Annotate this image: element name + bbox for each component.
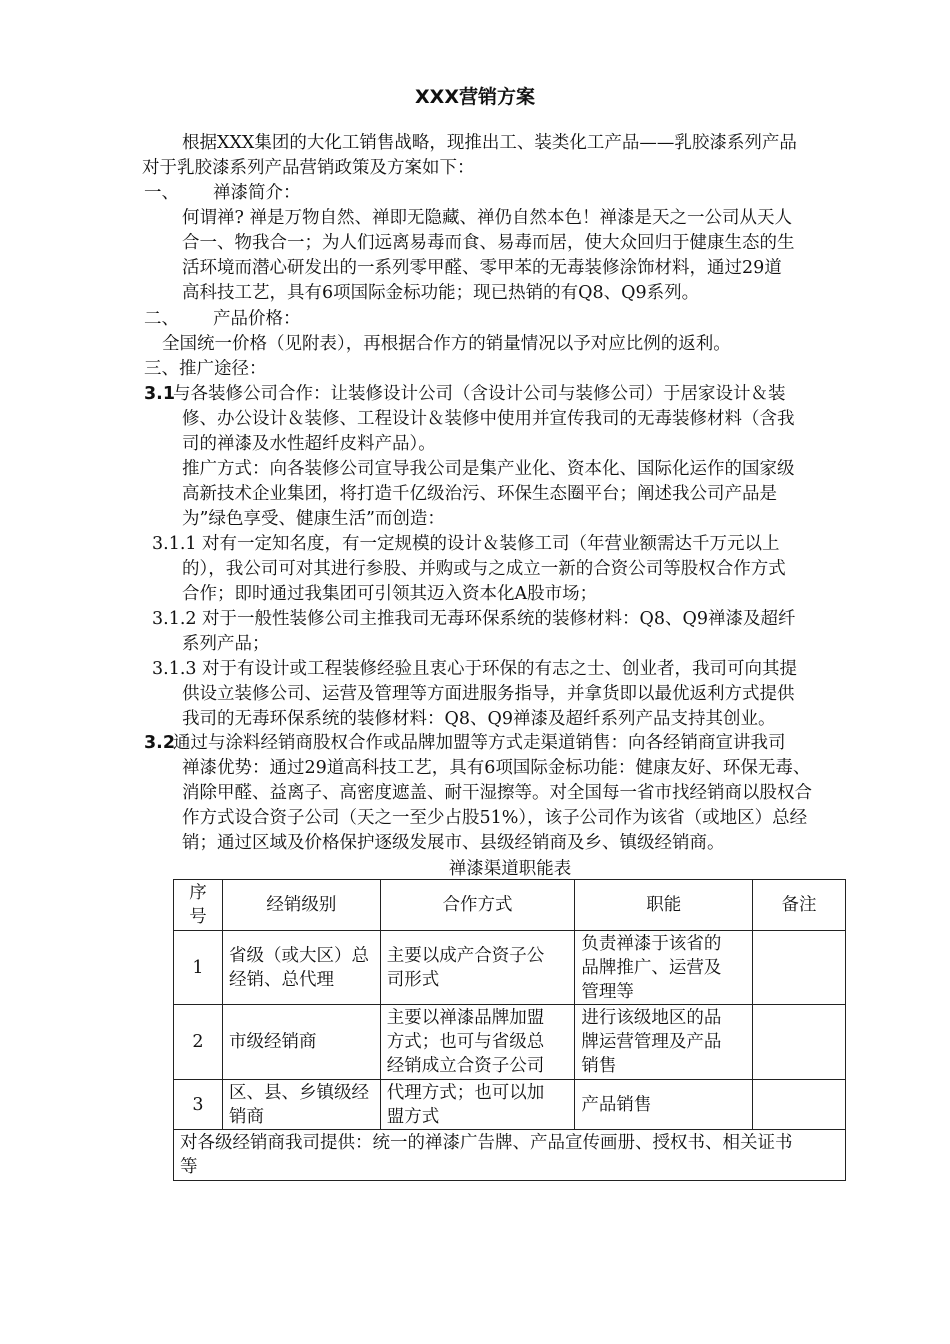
section-3-2-line: 消除甲醛、益离子、高密度遮盖、耐干湿擦等。对全国每一省市找经销商以股权合	[182, 783, 812, 803]
section-2-body: 全国统一价格（见附表），再根据合作方的销量情况以予对应比例的返利。	[162, 334, 731, 354]
row-index-cell: 2	[174, 1005, 223, 1080]
row-remarks-cell	[753, 1080, 846, 1130]
header-cell-level: 经销级别	[222, 880, 380, 931]
table-caption: 禅漆渠道职能表	[448, 859, 572, 879]
section-3-1-line: 与各装修公司合作：让装修设计公司（含设计公司与装修公司）于居家设计＆装	[173, 384, 786, 404]
table-footer-note: 对各级经销商我司提供：统一的禅漆广告牌、产品宣传画册、授权书、相关证书 等	[174, 1130, 846, 1181]
row-function-cell: 进行该级地区的品 牌运营管理及产品 销售	[575, 1005, 753, 1080]
row-remarks-cell	[753, 1005, 846, 1080]
section-2-number: 二、	[144, 309, 179, 329]
section-3-1-3-line: 对于有设计或工程装修经验且衷心于环保的有志之士、创业者，我司可向其提	[202, 659, 797, 679]
section-3-1-2-line: 系列产品；	[182, 634, 270, 654]
section-1-line: 活环境而潜心研发出的一系列零甲醛、零甲苯的无毒装修涂饰材料，通过29道	[182, 258, 782, 278]
section-3-1-3-line: 我司的无毒环保系统的装修材料：Q8、Q9禅漆及超纤系列产品支持其创业。	[182, 709, 776, 729]
row-cooperation-cell: 主要以成产合资子公 司形式	[380, 931, 575, 1005]
row-function-cell: 产品销售	[575, 1080, 753, 1130]
table-header-row	[174, 880, 846, 931]
section-3-1-number: 3.1	[144, 384, 176, 404]
intro-line-2: 对于乳胶漆系列产品营销政策及方案如下：	[142, 158, 475, 178]
section-1-line: 高科技工艺，具有6项国际金标功能；现已热销的有Q8、Q9系列。	[182, 283, 700, 303]
row-level-cell: 省级（或大区）总 经销、总代理	[222, 931, 380, 1005]
section-3-1-1-line: 合作；即时通过我集团可引领其迈入资本化A股市场；	[182, 584, 598, 604]
row-cooperation-cell: 代理方式；也可以加 盟方式	[380, 1080, 575, 1130]
section-1-line: 合一、物我合一；为人们远离易毒而食、易毒而居，使大众回归于健康生态的生	[182, 233, 795, 253]
section-3-1-line: 高新技术企业集团，将打造千亿级治污、环保生态圈平台；阐述我公司产品是	[182, 484, 777, 504]
section-2-heading: 产品价格：	[213, 309, 301, 329]
row-remarks-cell	[753, 931, 846, 1005]
section-3-1-2-line: 对于一般性装修公司主推我司无毒环保系统的装修材料：Q8、Q9禅漆及超纤	[202, 609, 796, 629]
section-3-1-line: 推广方式：向各装修公司宣导我公司是集产业化、资本化、国际化运作的国家级	[182, 459, 795, 479]
section-3-1-line: 修、办公设计＆装修、工程设计＆装修中使用并宣传我司的无毒装修材料（含我	[182, 409, 795, 429]
section-3-1-line: 司的禅漆及水性超纤皮料产品）。	[182, 434, 436, 454]
section-1-heading: 禅漆简介：	[213, 183, 301, 203]
header-cell-function: 职能	[575, 880, 753, 931]
table-row	[174, 1080, 846, 1130]
section-3-1-1-number: 3.1.1	[152, 534, 197, 554]
row-function-cell: 负责禅漆于该省的 品牌推广、运营及 管理等	[575, 931, 753, 1005]
section-3-1-line: 为”绿色享受、健康生活”而创造：	[182, 509, 445, 529]
table-row	[174, 931, 846, 1005]
section-3-1-1-line: 对有一定知名度，有一定规模的设计＆装修工司（年营业额需达千万元以上	[202, 534, 780, 554]
section-3-1-1-line: 的），我公司可对其进行参股、并购或与之成立一新的合资公司等股权合作方式	[182, 559, 786, 579]
section-3-2-line: 禅漆优势：通过29道高科技工艺，具有6项国际金标功能：健康友好、环保无毒、	[182, 758, 811, 778]
header-cell-index: 序 号	[174, 880, 223, 931]
section-3-2-line: 作方式设合资子公司（天之一至少占股51%），该子公司作为该省（或地区）总经	[182, 808, 808, 828]
table-footer-row	[174, 1130, 846, 1181]
channel-function-table	[173, 879, 846, 1181]
row-cooperation-cell: 主要以禅漆品牌加盟 方式；也可与省级总 经销成立合资子公司	[380, 1005, 575, 1080]
section-3-2-number: 3.2	[144, 733, 176, 753]
row-index-cell: 1	[174, 931, 223, 1005]
section-1-line: 何谓禅? 禅是万物自然、禅即无隐藏、禅仍自然本色！禅漆是天之一公司从天人	[182, 208, 792, 228]
section-3-2-line: 通过与涂料经销商股权合作或品牌加盟等方式走渠道销售：向各经销商宣讲我司	[173, 733, 786, 753]
row-level-cell: 区、县、乡镇级经 销商	[222, 1080, 380, 1130]
section-3-1-3-line: 供设立装修公司、运营及管理等方面进服务指导，并拿货即以最优返利方式提供	[182, 684, 795, 704]
section-3-2-line: 销；通过区域及价格保护逐级发展市、县级经销商及乡、镇级经销商。	[182, 833, 725, 853]
row-level-cell: 市级经销商	[222, 1005, 380, 1080]
intro-line-1: 根据XXX集团的大化工销售战略，现推出工、装类化工产品——乳胶漆系列产品	[182, 133, 797, 153]
table-row	[174, 1005, 846, 1080]
section-1-number: 一、	[144, 183, 179, 203]
header-cell-remarks: 备注	[753, 880, 846, 931]
header-cell-cooperation: 合作方式	[380, 880, 575, 931]
section-3-1-3-number: 3.1.3	[152, 659, 197, 679]
section-3-1-2-number: 3.1.2	[152, 609, 197, 629]
section-3-heading: 三、推广途径：	[144, 359, 267, 379]
row-index-cell: 3	[174, 1080, 223, 1130]
document-title: XXX营销方案	[415, 86, 535, 108]
